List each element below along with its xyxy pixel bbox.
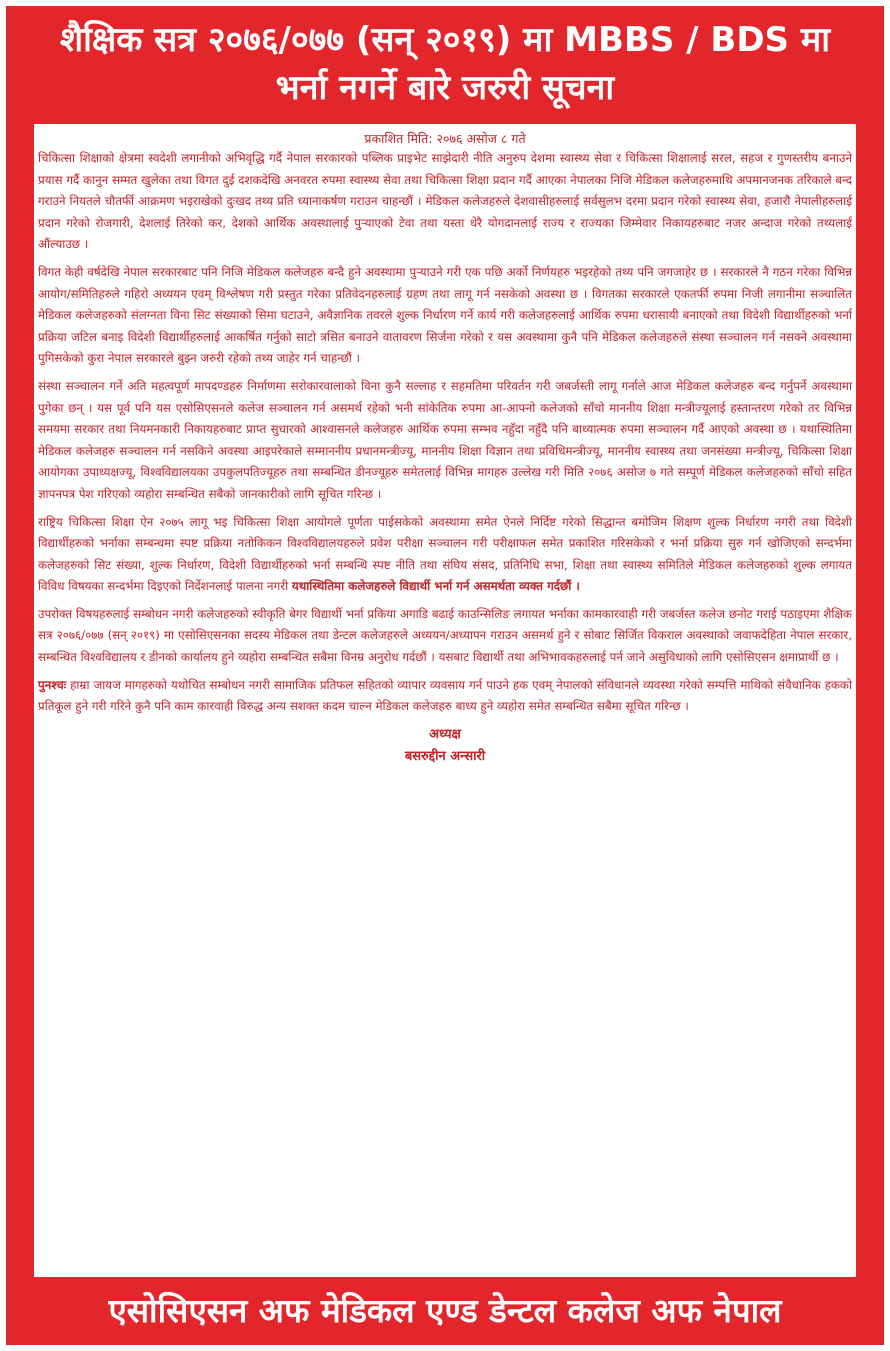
notice-body bbox=[34, 124, 856, 1277]
publish-date: प्रकाशित मिति: २०७६ असोज ८ गते bbox=[364, 131, 526, 146]
notice-sheet bbox=[6, 6, 884, 1345]
organization-name: एसोसिएसन अफ मेडिकल एण्ड डेन्टल कलेज अफ नेपाल bbox=[108, 1291, 782, 1330]
paragraph-3: संस्था सञ्चालन गर्ने अति महत्वपूर्ण मापदण्डहरु निर्माणमा सरोकारवालाको विना कुनै सल्लाह र सहमतिमा परिवर्तन गरी जबर्जस्ती लागू गर्नाले आज मेडिकल कलेजहरु बन्द गर्नुपर्ने अवस्थामा पुगेका छन् । यस पूर्व पनि यस एसोसिएसनले कलेज सञ्चालन गर्न असमर्थ रहेको भनी सांकेतिक रुपमा आ-आफ्नो कलेजको साँचो माननीय शिक्षा मन्त्रीज्यूलाई हस्तान्तरण गरेको तर विभिन्न समयमा सरकार तथा नियमनकारी निकायहरुबाट प्राप्त सुधारको आश्वासनले कलेजहरु आर्थिक रुपमा सम्भव नहुँदा नहुँदै पनि बाध्यात्मक रुपमा सञ्चालन गर्दै आएको अवस्था छ । यथास्थितिमा मेडिकल कलेजहरु सञ्चालन गर्न नसकिने अवस्था आइपरेकाले सम्माननीय प्रधानमन्त्रीज्यू, माननीय शिक्षा विज्ञान तथा प्रविधिमन्त्रीज्यू, माननीय स्वास्थ्य तथा जनसंख्या मन्त्रीज्यू, चिकित्सा शिक्षा आयोगका उपाध्यक्षज्यू, विश्वविद्यालयका उपकुलपतिज्यूहरु तथा सम्बन्धित डीनज्यूहरु समेतलाई विभिन्न मागहरु उल्लेख गरी मिति २०७६ असोज ७ गते सम्पूर्ण मेडिकल कलेजहरुको साँचो सहित ज्ञापनपत्र पेश गरिएको व्यहोरा सम्बन्धित सबैको जानकारीको लागि सूचित गरिन्छ । bbox=[38, 378, 852, 501]
postscript bbox=[38, 675, 852, 718]
paragraph-4-emphasis: यथास्थितिमा कलेजहरुले विद्यार्थी भर्ना गर्न असमर्थता व्यक्त गर्दछौं । bbox=[291, 579, 580, 594]
title-line-2: भर्ना नगर्ने बारे जरुरी सूचना bbox=[275, 68, 615, 108]
paragraph-5: उपरोक्त विषयहरुलाई सम्बोधन नगरी कलेजहरुको स्वीकृति बेगर विद्यार्थी भर्ना प्रकिया अगाडि बढाई काउन्सिलिङ लगायत भर्नाका कामकारवाही गरी जबर्जस्त कलेज छनोट गराई पठाइएमा शैक्षिक सत्र २०७६/०७७ (सन् २०१९) मा एसोसिएसनका सदस्य मेडिकल तथा डेन्टल कलेजहरुले अध्ययन/अध्यापन गराउन असमर्थ हुने र सोबाट सिर्जित विकराल अवस्थाको जवाफदेहिता नेपाल सरकार, सम्बन्धित विश्वविद्यालय र डीनको कार्यालय हुने व्यहोरा सम्बन्धित सबैमा विनम्र अनुरोध गर्दछौं । यसबाट विद्यार्थी तथा अभिभावकहरुलाई पर्न जाने असुविधाको लागि एसोसिएसन क्षमाप्रार्थी छ । bbox=[38, 606, 852, 665]
notice-header bbox=[6, 16, 884, 112]
paragraph-2: विगत केही वर्षदेखि नेपाल सरकारबाट पनि निजि मेडिकल कलेजहरु बन्दै हुने अवस्थामा पुऱ्याउने गरी एक पछि अर्को निर्णयहरु भइरहेको तथ्य पनि जगजाहेर छ । सरकारले नै गठन गरेका विभिन्न आयोग/समितिहरुले गहिरो अध्ययन एवम् विश्लेषण गरी प्रस्तुत गरेका प्रतिवेदनहरुलाई ग्रहण तथा लागू गर्न नसकेको अवस्था छ । विगतका सरकारले एकतर्फी रुपमा निजी लगानीमा सञ्चालित मेडिकल कलेजहरुको संलग्नता विना सिट संख्याको सिमा घटाउने, अवैज्ञानिक तवरले शुल्क निर्धारण गर्ने कार्य गरी कलेजहरुलाई आर्थिक रुपमा धरासायी बनाएको तथा विदेशी विद्यार्थीहरुको भर्ना प्रक्रिया जटिल बनाइ विदेशी विद्यार्थीहरुलाई आकर्षित गर्नुको साटो त्रसित बनाउने वातावरण सिर्जना गरेको र यस अवस्थामा कुनै पनि मेडिकल कलेजहरुले संस्था सञ्चालन गर्न नसक्ने अवस्थामा पुगिसकेको कुरा नेपाल सरकारले बुझ्न जरुरी रहेको तथ्य जाहेर गर्न चाहन्छौं । bbox=[38, 264, 852, 366]
paragraph-4 bbox=[38, 512, 852, 598]
title-line-1: शैक्षिक सत्र २०७६/०७७ (सन् २०१९) मा MBBS / BDS मा bbox=[60, 20, 830, 60]
paragraph-4-text: राष्ट्रिय चिकित्सा शिक्षा ऐन २०७५ लागू भइ चिकित्सा शिक्षा आयोगले पूर्णता पाईसकेको अवस्थामा समेत ऐनले निर्दिष्ट गरेको सिद्धान्त बमोजिम शिक्षण शुल्क निर्धारण नगरी तथा विदेशी विद्यार्थीहरुको भर्नाका सम्बन्धमा स्पष्ट प्रक्रिया नतोकिकन विश्वविद्यालयहरुले प्रवेश परीक्षा सञ्चालन गरी परीक्षाफल समेत प्रकाशित गरिसकेको र भर्ना प्रक्रिया सुरु गर्न खोजिएको सन्दर्भमा कलेजहरुको सिट संख्या, शुल्क निर्धारण, विदेशी विद्यार्थीहरुको भर्ना सम्बन्धि स्पष्ट नीति तथा संघिय संसद, प्रतिनिधि सभा, शिक्षा तथा स्वास्थ्य समितिले मेडिकल कलेजहरुको शुल्क लगायत विविध विषयका सन्दर्भमा दिइएको निर्देशनलाई पालना नगरी bbox=[38, 514, 852, 594]
signatory-title: अध्यक्ष bbox=[429, 726, 461, 742]
postscript-label: पुनश्चः bbox=[38, 677, 67, 692]
paragraph-1: चिकित्सा शिक्षाको क्षेत्रमा स्वदेशी लगानीको अभिवृद्धि गर्दै नेपाल सरकारको पब्लिक प्राइभेट साझेदारी नीति अनुरुप देशमा स्वास्थ्य सेवा र चिकित्सा शिक्षालाई सरल, सहज र गुणस्तरीय बनाउने प्रयास गर्दै कानुन सम्मत खुलेका तथा विगत दुई दशकदेखि अनवरत रुपमा स्वास्थ्य सेवा तथा चिकित्सा शिक्षा प्रदान गर्दै आएका नेपालका निजि मेडिकल कलेजहरुमाथि अपमानजनक तरिकाले बन्द गराउने नियतले चौतर्फी आक्रमण भइराखेको दुःखद तथ्य प्रति ध्यानाकर्षण गराउन चाहन्छौं । मेडिकल कलेजहरुले देशवासीहरुलाई सर्वसुलभ दरमा प्रदान गरेको स्वास्थ्य सेवा, हजारौ नेपालीहरुलाई प्रदान गरेको रोजगारी, देशलाई तिरेको कर, देशको आर्थिक अवस्थालाई पुऱ्याएको टेवा तथा यस्ता धेरै योगदानलाई राज्य र राज्यका जिम्मेवार निकायहरुबाट नजर अन्दाज गरेको तथ्यलाई औंल्याउछ । bbox=[38, 151, 852, 252]
signatory-name: बसरुद्दीन अन्सारी bbox=[404, 748, 486, 764]
postscript-text: हाम्रा जायज मागहरुको यथोचित सम्बोधन नगरी सामाजिक प्रतिफल सहितको व्यापार व्यवसाय गर्न पाउने हक एवम् नेपालको संविधानले व्यवस्था गरेको सम्पत्ति माथिको संवैधानिक हकको प्रतिकूल हुने गरी गरिने कुनै पनि काम कारवाही विरुद्ध अन्य सशक्त कदम चाल्न मेडिकल कलेजहरु बाध्य हुने व्यहोरा समेत सम्बन्धित सबैमा सूचित गरिन्छ । bbox=[38, 677, 853, 714]
